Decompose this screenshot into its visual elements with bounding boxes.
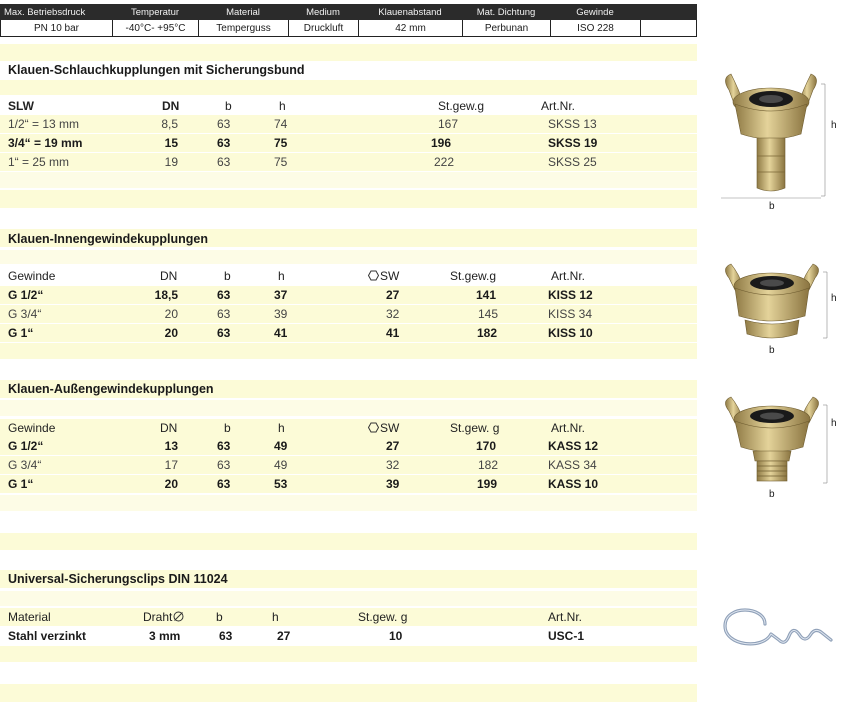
col-dn: DN bbox=[160, 421, 178, 435]
stripe bbox=[0, 533, 697, 550]
table-row: G 1“ 20 63 41 41 182 KISS 10 bbox=[0, 324, 697, 342]
section-title-innengewinde: Klauen-Innengewindekupplungen bbox=[8, 232, 208, 246]
table-row: G 1“ 20 63 53 39 199 KASS 10 bbox=[0, 475, 697, 493]
spec-value-cell: PN 10 bar bbox=[1, 20, 113, 36]
table-header-row bbox=[0, 267, 697, 285]
table-header-row bbox=[0, 608, 697, 626]
stripe bbox=[0, 591, 697, 606]
col-b: b bbox=[216, 610, 223, 624]
section-title-schlauchkupplungen: Klauen-Schlauchkupplungen mit Sicherungsbund bbox=[8, 63, 305, 77]
col-gewinde: Gewinde bbox=[8, 269, 56, 283]
section-title-aussengewinde: Klauen-Außengewindekupplungen bbox=[8, 382, 214, 396]
spec-value-cell: 42 mm bbox=[359, 20, 463, 36]
stripe bbox=[0, 684, 697, 702]
col-h: h bbox=[279, 99, 286, 113]
spec-header-cell: Temperatur bbox=[130, 6, 180, 18]
table-row: G 3/4“ 20 63 39 32 145 KISS 34 bbox=[0, 305, 697, 323]
spec-value-cell: Perbunan bbox=[463, 20, 551, 36]
col-artnr: Art.Nr. bbox=[541, 99, 576, 113]
spec-header-cell: Material bbox=[226, 6, 260, 18]
col-h: h bbox=[278, 421, 285, 435]
stripe bbox=[0, 646, 697, 662]
spec-table-header bbox=[0, 4, 697, 20]
col-slw: SLW bbox=[8, 99, 34, 113]
stripe bbox=[0, 400, 697, 416]
spec-header-cell: Gewinde bbox=[576, 6, 614, 18]
product-image-external-thread-coupling bbox=[719, 395, 829, 489]
col-sw: SW bbox=[368, 267, 399, 285]
spec-value-cell: ISO 228 bbox=[551, 20, 641, 36]
product-image-hose-coupling bbox=[717, 72, 829, 204]
spec-table bbox=[0, 4, 697, 37]
col-weight: St.gew.g bbox=[450, 269, 497, 283]
spec-value-cell: Temperguss bbox=[199, 20, 289, 36]
table-row: G 1/2“ 13 63 49 27 170 KASS 12 bbox=[0, 437, 697, 455]
dimension-b-label: b bbox=[769, 345, 775, 356]
product-image-internal-thread-coupling bbox=[719, 262, 829, 344]
spec-table-values bbox=[0, 20, 697, 37]
col-artnr: Art.Nr. bbox=[548, 610, 583, 624]
col-dn: DN bbox=[160, 269, 178, 283]
spec-value-cell: Druckluft bbox=[289, 20, 359, 36]
hexagon-icon bbox=[368, 422, 379, 433]
col-dn: DN bbox=[162, 99, 180, 113]
table-row: Stahl verzinkt 3 mm 63 27 10 USC-1 bbox=[8, 629, 585, 643]
col-artnr: Art.Nr. bbox=[551, 421, 586, 435]
spec-header-cell: Klauenabstand bbox=[378, 6, 442, 18]
table-row: 1“ = 25 mm 19 63 75 222 SKSS 25 bbox=[0, 153, 697, 171]
stripe bbox=[0, 172, 697, 188]
col-draht: Draht bbox=[143, 608, 184, 626]
col-artnr: Art.Nr. bbox=[551, 269, 586, 283]
spec-header-cell: Max. Betriebsdruck bbox=[4, 6, 86, 18]
hexagon-icon bbox=[368, 270, 379, 281]
dimension-b-label: b bbox=[769, 201, 775, 212]
dimension-h-label: h bbox=[831, 120, 837, 131]
table-row: G 1/2“ 18,5 63 37 27 141 KISS 12 bbox=[0, 286, 697, 304]
diameter-icon bbox=[173, 611, 184, 622]
col-b: b bbox=[225, 99, 232, 113]
col-weight: St.gew. g bbox=[450, 421, 500, 435]
col-material: Material bbox=[8, 610, 51, 624]
table-row: 1/2“ = 13 mm 8,5 63 74 167 SKSS 13 bbox=[0, 115, 697, 133]
dimension-h-label: h bbox=[831, 418, 837, 429]
stripe bbox=[0, 343, 697, 359]
spec-header-cell: Mat. Dichtung bbox=[476, 6, 536, 18]
dimension-h-label: h bbox=[831, 293, 837, 304]
col-weight: St.gew.g bbox=[438, 99, 485, 113]
section-title-sicherungsclips: Universal-Sicherungsclips DIN 11024 bbox=[8, 572, 228, 586]
col-gewinde: Gewinde bbox=[8, 421, 56, 435]
stripe bbox=[0, 495, 697, 511]
col-h: h bbox=[278, 269, 285, 283]
table-header-row bbox=[0, 419, 697, 437]
stripe bbox=[0, 190, 697, 208]
col-b: b bbox=[224, 421, 231, 435]
col-sw: SW bbox=[368, 419, 399, 437]
table-row: G 3/4“ 17 63 49 32 182 KASS 34 bbox=[0, 456, 697, 474]
dimension-b-label: b bbox=[769, 489, 775, 500]
col-b: b bbox=[224, 269, 231, 283]
spec-value-cell: -40°C- +95°C bbox=[113, 20, 199, 36]
table-row: 3/4“ = 19 mm 15 63 75 196 SKSS 19 bbox=[0, 134, 697, 152]
col-h: h bbox=[272, 610, 279, 624]
stripe bbox=[0, 250, 697, 264]
product-image-safety-clip bbox=[719, 600, 847, 656]
spec-header-cell: Medium bbox=[306, 6, 340, 18]
stripe bbox=[0, 44, 697, 61]
col-weight: St.gew. g bbox=[358, 610, 408, 624]
stripe bbox=[0, 80, 697, 95]
table-header-row bbox=[0, 97, 697, 115]
